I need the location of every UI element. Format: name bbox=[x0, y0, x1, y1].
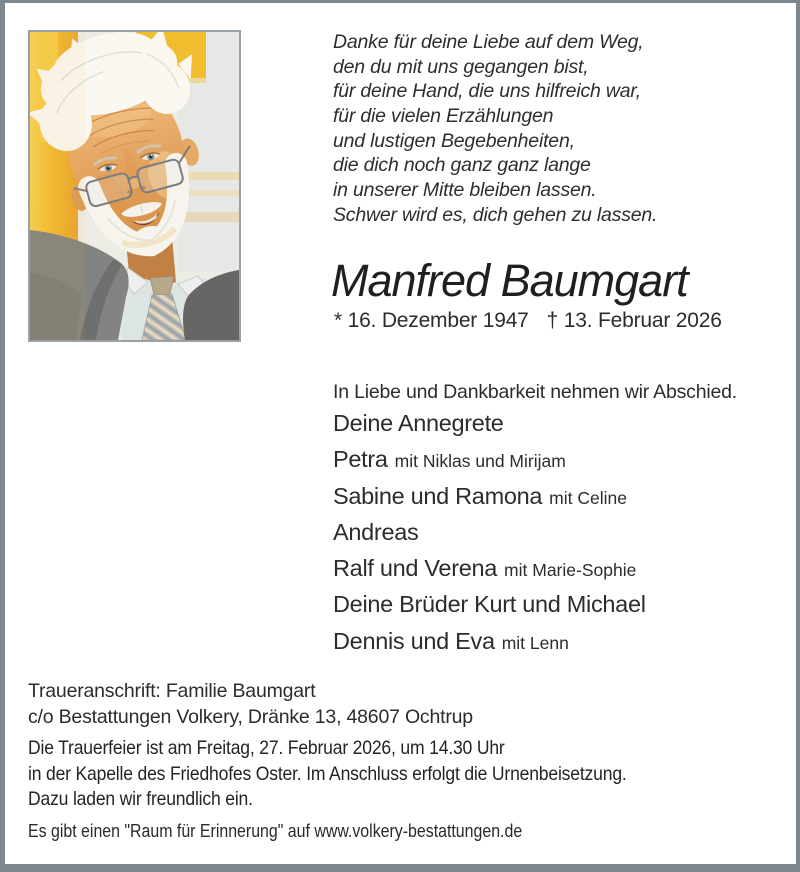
obituary-sheet bbox=[5, 3, 796, 864]
death-date: † 13. Februar 2026 bbox=[546, 309, 722, 332]
service-line: in der Kapelle des Friedhofes Oster. Im Anschluss erfolgt die Urnenbeisetzung. bbox=[28, 762, 627, 785]
mourner-row bbox=[333, 405, 653, 441]
mourner-children: mit Niklas und Mirijam bbox=[394, 451, 566, 472]
mourner-name: Ralf und Verena bbox=[333, 555, 498, 582]
mourner-name: Deine Annegrete bbox=[333, 410, 504, 436]
poem-line: den du mit uns gegangen bist, bbox=[333, 55, 589, 78]
mourner-row bbox=[333, 623, 653, 659]
mourner-name: Dennis und Eva bbox=[333, 627, 495, 654]
mourner-row bbox=[333, 478, 653, 514]
deceased-name: Manfred Baumgart bbox=[331, 255, 688, 306]
mourner-row bbox=[333, 441, 653, 477]
mourner-name: Petra bbox=[333, 446, 388, 473]
farewell-line: In Liebe und Dankbarkeit nehmen wir Abschied. bbox=[333, 381, 738, 403]
mourner-name: Deine Brüder Kurt und Michael bbox=[333, 591, 646, 618]
funeral-service-info bbox=[28, 736, 627, 813]
mourner-row bbox=[333, 514, 653, 550]
poem-line: Danke für deine Liebe auf dem Weg, bbox=[333, 31, 644, 53]
birth-date: * 16. Dezember 1947 bbox=[334, 309, 529, 332]
poem-line: in unserer Mitte bleiben lassen. bbox=[333, 178, 597, 201]
mourner-row bbox=[333, 586, 653, 622]
memorial-poem bbox=[333, 30, 657, 227]
mourner-children: mit Marie-Sophie bbox=[504, 560, 637, 581]
mourner-children: mit Lenn bbox=[501, 632, 569, 653]
mourner-name: Andreas bbox=[333, 518, 419, 545]
service-line: Die Trauerfeier ist am Freitag, 27. Februar 2026, um 14.30 Uhr bbox=[28, 737, 505, 759]
mourner-list bbox=[333, 405, 653, 659]
mourner-children: mit Celine bbox=[549, 487, 627, 508]
poem-line: die dich noch ganz ganz lange bbox=[333, 154, 591, 177]
online-memorial-note: Es gibt einen "Raum für Erinnerung" auf www.volkery-bestattungen.de bbox=[28, 820, 523, 841]
address-line: c/o Bestattungen Volkery, Dränke 13, 48607 Ochtrup bbox=[28, 705, 473, 728]
poem-line: und lustigen Begebenheiten, bbox=[333, 129, 575, 152]
poem-line: Schwer wird es, dich gehen zu lassen. bbox=[333, 203, 658, 226]
poem-line: für deine Hand, die uns hilfreich war, bbox=[333, 80, 641, 103]
service-line: Dazu laden wir freundlich ein. bbox=[28, 788, 253, 811]
poem-line: für die vielen Erzählungen bbox=[333, 104, 554, 127]
portrait-photo bbox=[28, 30, 241, 342]
condolence-address bbox=[28, 679, 473, 730]
address-line: Traueranschrift: Familie Baumgart bbox=[28, 680, 316, 702]
portrait-illustration bbox=[30, 32, 239, 340]
mourner-row bbox=[333, 550, 653, 586]
mourner-name: Sabine und Ramona bbox=[333, 482, 543, 509]
life-dates bbox=[334, 309, 722, 333]
